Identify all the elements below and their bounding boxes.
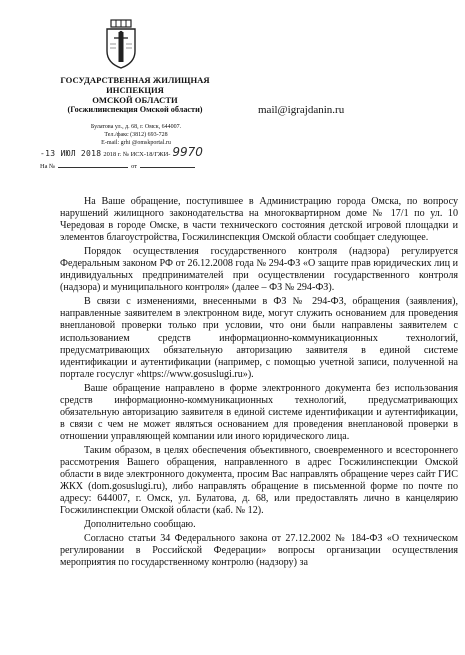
- organization-contacts: [66, 123, 206, 147]
- body-paragraph: Дополнительно сообщаю.: [84, 519, 196, 531]
- blank-line: [58, 160, 128, 168]
- outgoing-number-label: 2018 г. № ИСХ-18/ГЖИ-: [103, 151, 171, 158]
- org-address: Булатова ул., д. 68, г. Омск, 644007.: [90, 124, 182, 130]
- reference-number-label: На №: [40, 163, 56, 170]
- org-name-line: ИНСПЕКЦИЯ: [106, 85, 164, 95]
- blank-line: [140, 160, 195, 168]
- body-paragraph: На Ваше обращение, поступившее в Администрацию города Омска, по вопросу нарушений жилищного законодательства на многоквартирном доме № 17/1 по ул. 10 Чередовая в городе Омске, в части технического состояния детской игровой площадки и элементов благоустройства, Госжилинспекция Омской области сообщает следующее.: [60, 196, 458, 244]
- recipient-email: mail@igrajdanin.ru: [258, 104, 345, 116]
- body-paragraph: Ваше обращение направлено в форме электронного документа без использования средств информационно-коммуникационных технологий, предусматривающих обязательную авторизацию заявителя в единой системе идентификации и аутентификации, в связи с чем не может являться основанием для проведения внеплановой проверки в отношении управляющей компании или иного юридического лица.: [60, 382, 458, 442]
- omsk-coat-of-arms-icon: [102, 18, 140, 70]
- org-email: E-mail: grhi @omskportal.ru: [101, 140, 171, 146]
- body-paragraph: В связи с изменениями, внесенными в ФЗ № 294-ФЗ, обращения (заявления), направленные заявителем в электронном виде, могут служить основанием для проведения внеплановой проверки только при условии, что они были направлены заявителем с использованием средств информационно-коммуникационных технологий, предусматривающих обязательную авторизацию заявителя в единой системе идентификации и аутентификации (например, с помощью учетной записи, полученной на портале госуслуг «https://www.gosuslugi.ru»).: [60, 296, 458, 380]
- letter-body: [60, 196, 458, 569]
- reference-date-label: от: [131, 163, 138, 170]
- org-name-line: ГОСУДАРСТВЕННАЯ ЖИЛИЩНАЯ: [60, 75, 210, 85]
- organization-name: [60, 75, 210, 115]
- org-phone: Тел./факс (3812) 693-728: [104, 132, 168, 138]
- body-paragraph: Таким образом, в целях обеспечения объективного, своевременного и всестороннего рассмотрения Вашего обращения, направленного в адрес Госжилинспекции Омской области в виде электронного документа, просим Вас направлять обращение через сайт ГИС ЖКХ (dom.gosuslugi.ru), либо направлять обращение в письменной форме по почте по адресу: 644007, г. Омск, ул. Булатова, д. 68, или предоставлять лично в канцелярию Госжилинспекции Омской области (каб. № 12).: [60, 444, 458, 517]
- org-short-name: (Госжилинспекция Омской области): [67, 105, 203, 114]
- body-paragraph: Порядок осуществления государственного контроля (надзора) регулируется Федеральным законом РФ от 26.12.2008 года № 294-ФЗ «О защите прав юридических лиц и индивидуальных предпринимателей при осуществлении государственного контроля (надзора) и муниципального контроля» (далее – ФЗ № 294-ФЗ).: [60, 246, 458, 294]
- org-name-line: ОМСКОЙ ОБЛАСТИ: [92, 95, 178, 105]
- outgoing-registration: [40, 147, 260, 172]
- date-stamp: -13 ИЮЛ 2018: [40, 149, 102, 158]
- handwritten-number: 9970: [172, 145, 203, 159]
- body-paragraph: Согласно статьи 34 Федерального закона от 27.12.2002 № 184-ФЗ «О техническом регулировании в Российской Федерации» вопросы организации осуществления мероприятия по государственному контролю (надзору) за: [60, 533, 458, 569]
